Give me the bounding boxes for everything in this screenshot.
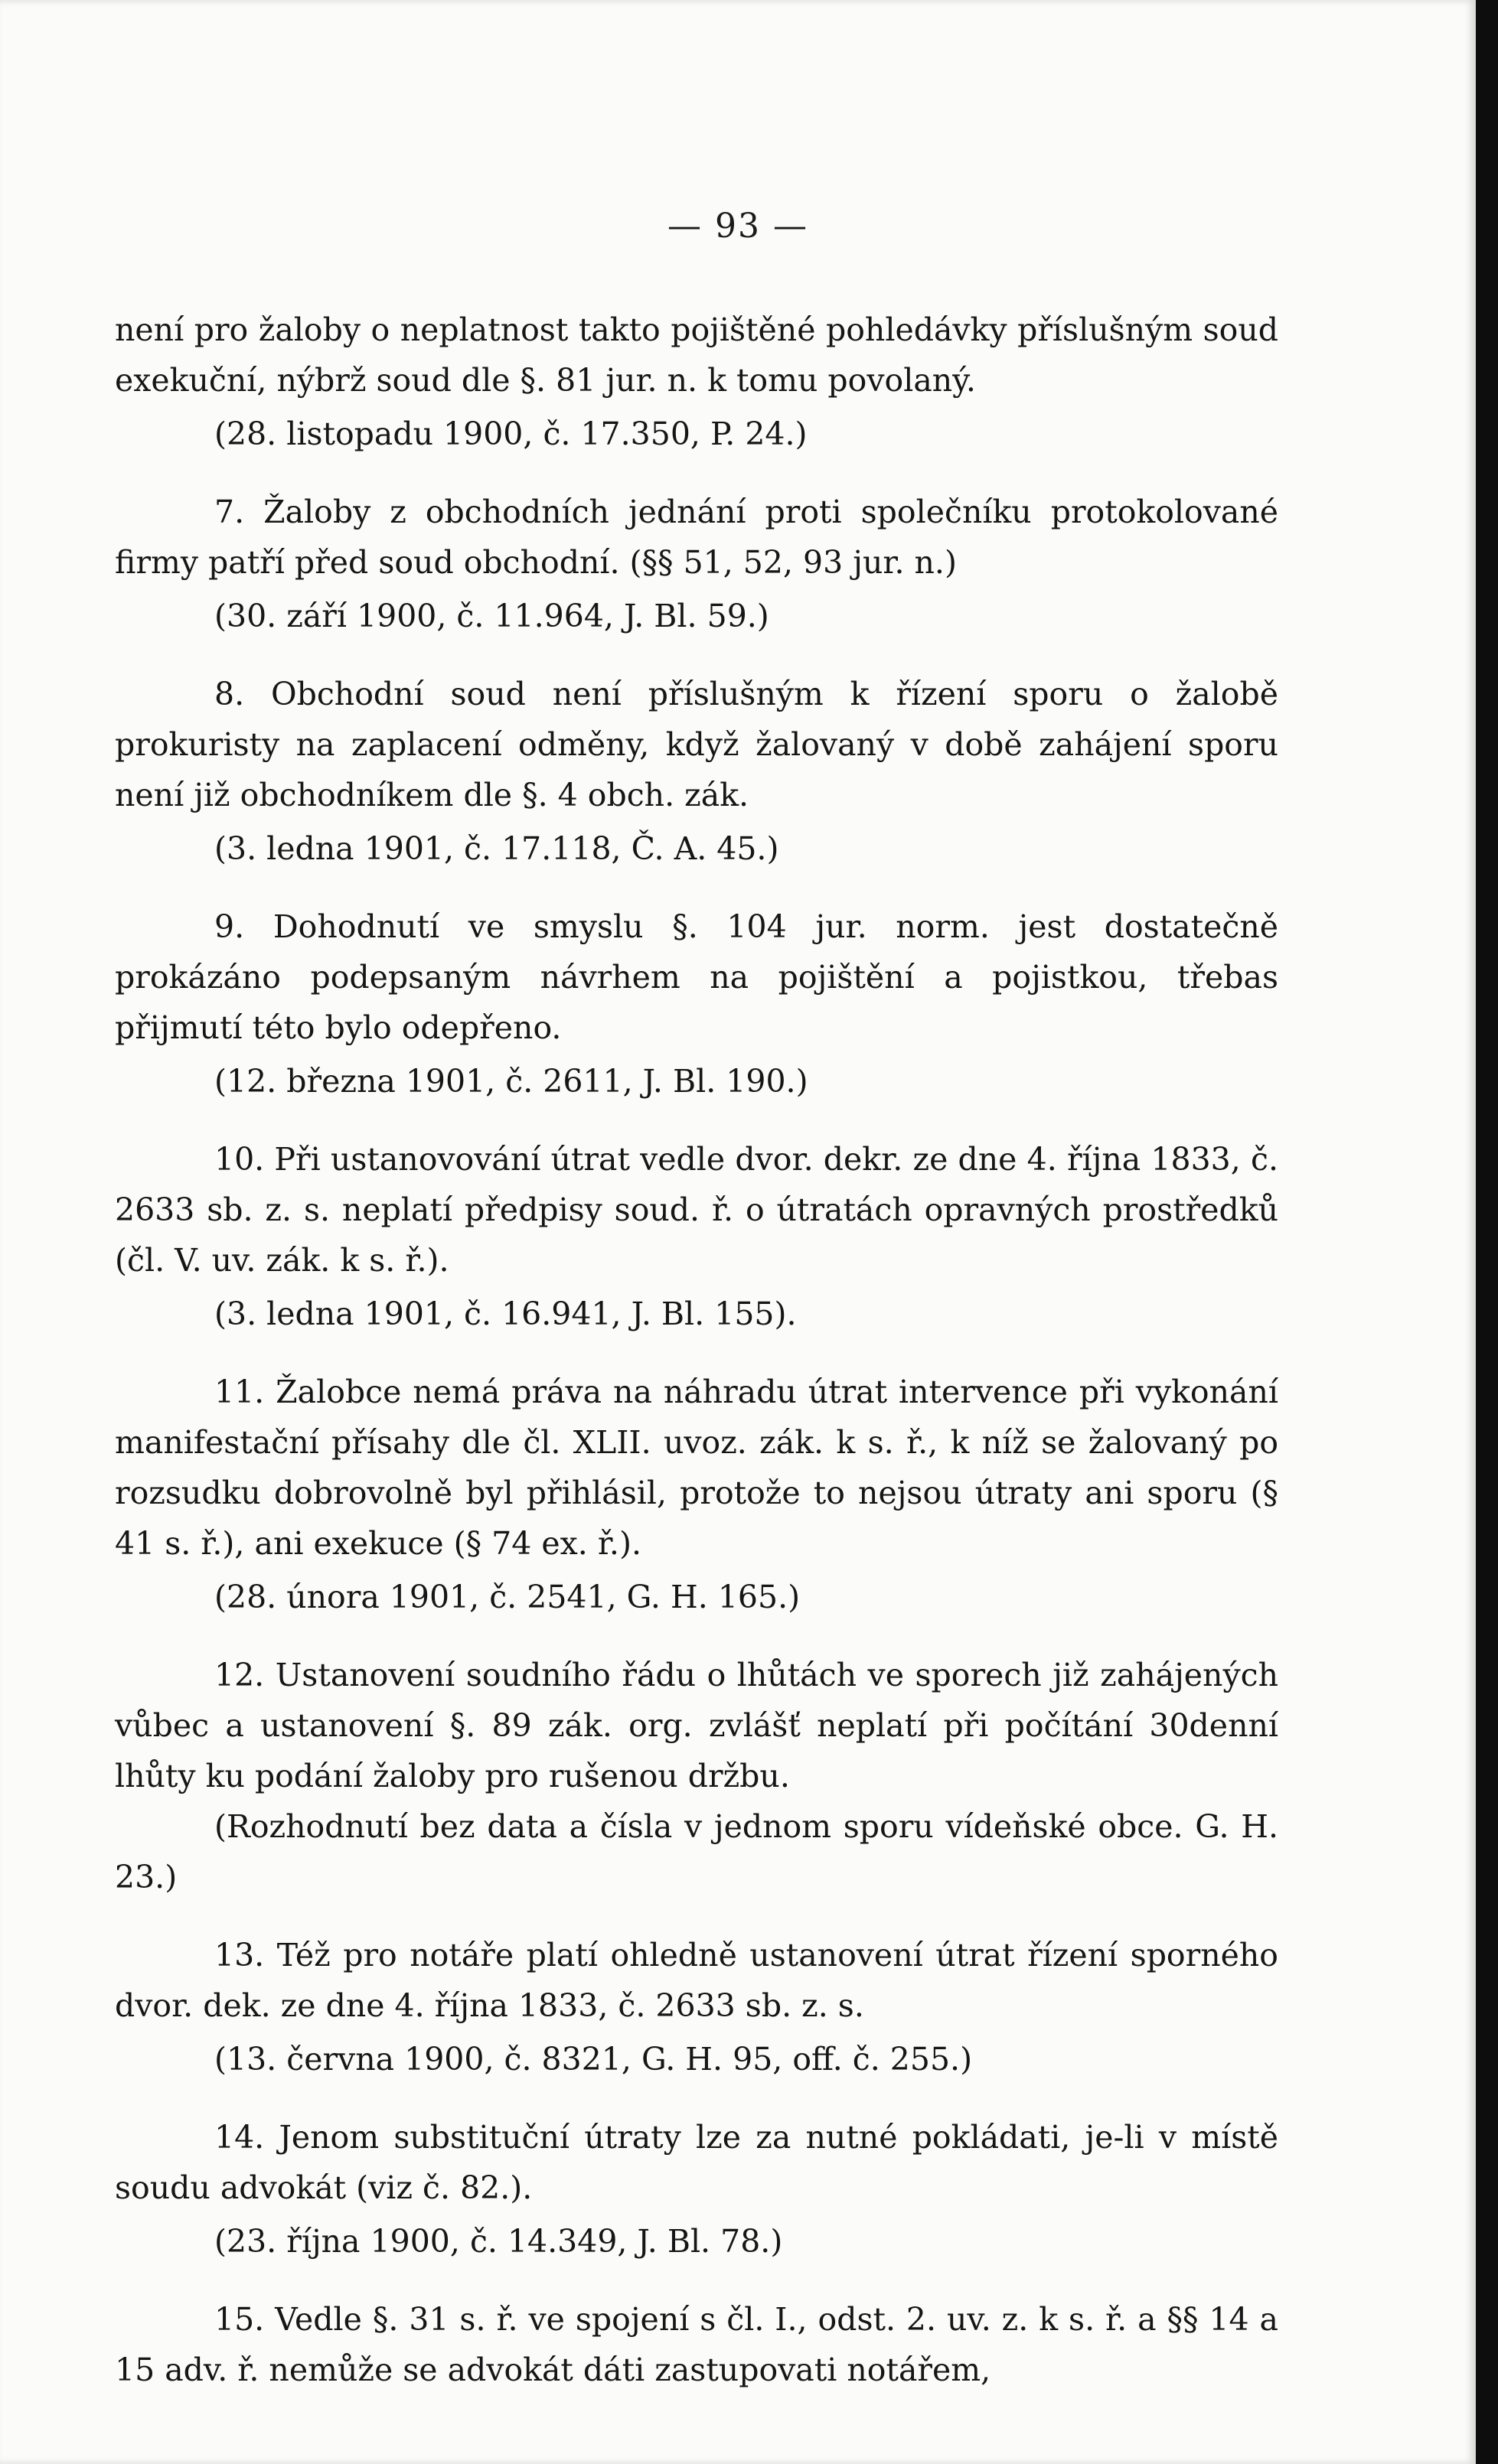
entry-citation: (13. června 1900, č. 8321, G. H. 95, off. č. 255.) [214,2041,973,2078]
entry-text: Žaloby z obchodních jednání proti společníku protokolované firmy patří před soud obchodní. (§§ 51, 52, 93 jur. n.) [115,494,1278,581]
entry-citation: (28. listopadu 1900, č. 17.350, P. 24.) [214,416,808,452]
entry-text: Jenom substituční útraty lze za nutné pokládati, je-li v místě soudu advokát (viz č. 82.). [115,2119,1278,2206]
entry-text: Obchodní soud není příslušným k řízení sporu o žalobě prokuristy na zaplacení odměny, když žalovaný v době zahájení sporu není již obchodníkem dle §. 4 obch. zák. [115,676,1278,813]
page-number: — 93 — [667,207,808,246]
entry-text: Žalobce nemá práva na náhradu útrat intervence při vykonání manifestační přísahy dle čl. XLII. uvoz. zák. k s. ř., k níž se žalovaný po rozsudku dobrovolně byl přihlásil, protože to nejsou útraty ani sporu (§ 41 s. ř.), ani exekuce (§ 74 ex. ř.). [115,1374,1278,1562]
entry-13 [115,1930,1278,2084]
page-body [115,305,1278,2423]
entry-citation: (Rozhodnutí bez data a čísla v jednom sporu vídeňské obce. G. H. 23.) [115,1808,1278,1895]
entry-7 [115,487,1278,641]
entry-text: Též pro notáře platí ohledně ustanovení útrat řízení sporného dvor. dek. ze dne 4. října 1833, č. 2633 sb. z. s. [115,1937,1278,2024]
entry-14 [115,2112,1278,2267]
entry-text: není pro žaloby o neplatnost takto pojištěné pohledávky příslušným soud exekuční, nýbrž soud dle §. 81 jur. n. k tomu povolaný. [115,311,1278,399]
entry-9 [115,901,1278,1107]
entry-15 [115,2294,1278,2395]
entry-number: 10. [214,1141,265,1178]
entry-text: Ustanovení soudního řádu o lhůtách ve sporech již zahájených vůbec a ustanovení §. 89 zák. org. zvlášť neplatí při počítání 30denní lhůty ku podání žaloby pro rušenou držbu. [115,1657,1278,1794]
entry-number: 12. [214,1657,265,1693]
entry-number: 15. [214,2301,265,2338]
entry-10 [115,1134,1278,1339]
entry-11 [115,1367,1278,1622]
entry-citation: (12. března 1901, č. 2611, J. Bl. 190.) [214,1063,808,1100]
entry-8 [115,669,1278,874]
entry-continued [115,305,1278,459]
entry-number: 8. [214,676,245,712]
entry-text: Při ustanovování útrat vedle dvor. dekr. ze dne 4. října 1833, č. 2633 sb. z. s. neplatí předpisy soud. ř. o útratách opravných prostředků (čl. V. uv. zák. k s. ř.). [115,1141,1278,1279]
entry-number: 14. [214,2119,265,2156]
entry-citation: (3. ledna 1901, č. 17.118, Č. A. 45.) [214,830,779,867]
entry-text: Vedle §. 31 s. ř. ve spojení s čl. I., odst. 2. uv. z. k s. ř. a §§ 14 a 15 adv. ř. nemůže se advokát dáti zastupovati notářem, [115,2301,1278,2388]
entry-citation: (28. února 1901, č. 2541, G. H. 165.) [214,1579,801,1615]
entry-citation: (3. ledna 1901, č. 16.941, J. Bl. 155). [214,1296,797,1332]
entry-number: 11. [214,1374,265,1410]
entry-citation: (23. října 1900, č. 14.349, J. Bl. 78.) [214,2223,783,2260]
entry-12 [115,1650,1278,1902]
entry-text: Dohodnutí ve smyslu §. 104 jur. norm. jest dostatečně prokázáno podepsaným návrhem na pojištění a pojistkou, třebas přijmutí této bylo odepřeno. [115,908,1278,1046]
entry-number: 9. [214,908,245,945]
entry-number: 7. [214,494,245,530]
entry-citation: (30. září 1900, č. 11.964, J. Bl. 59.) [214,598,769,634]
entry-number: 13. [214,1937,265,1973]
